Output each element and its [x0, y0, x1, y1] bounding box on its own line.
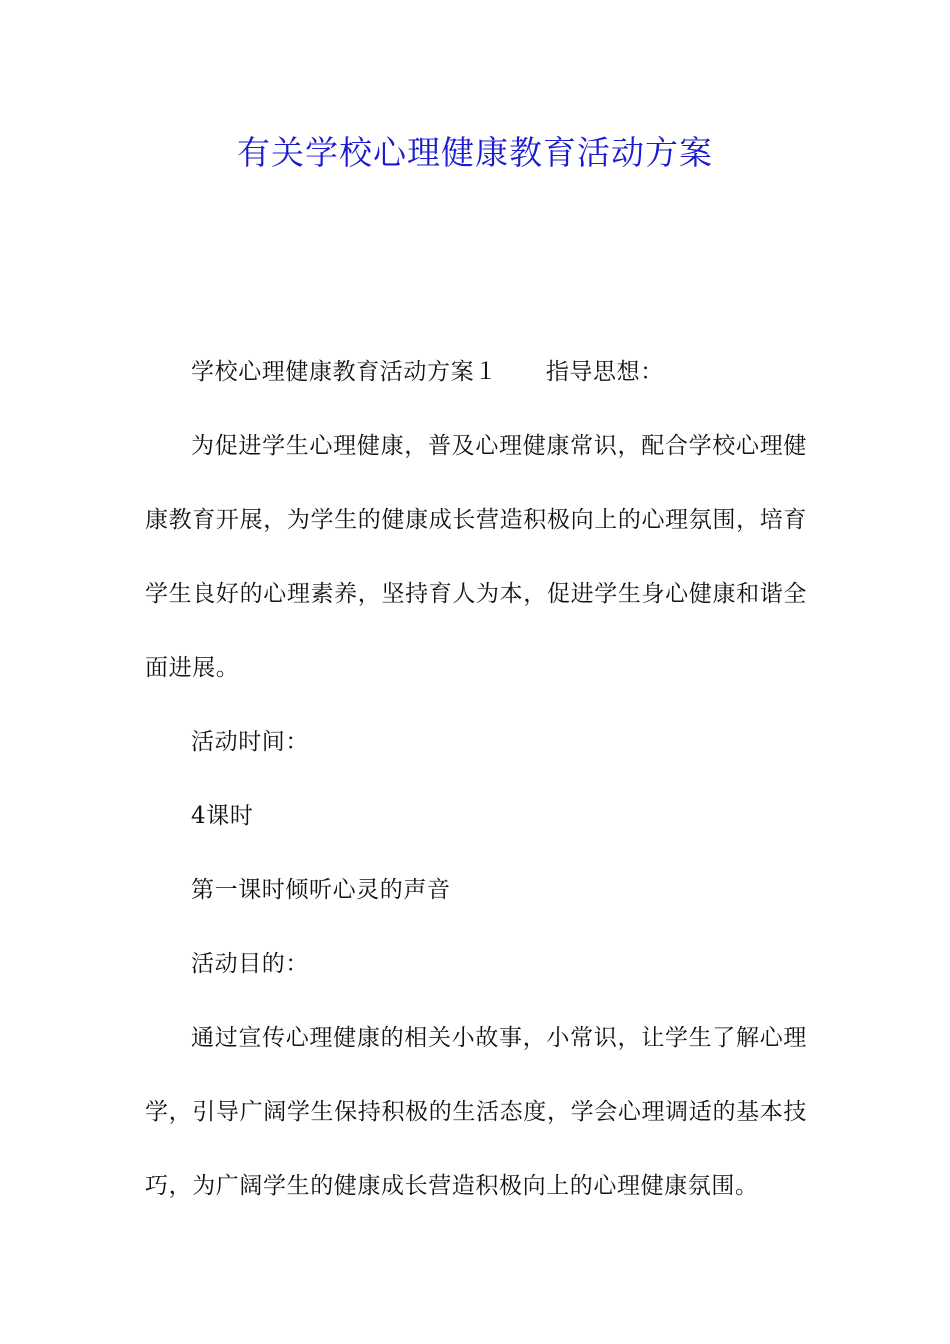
paragraph: 4课时	[191, 803, 254, 829]
paragraph: 第一课时倾听心灵的声音	[191, 877, 451, 903]
paragraph: 活动目的：	[191, 951, 309, 977]
section-heading-line	[145, 335, 807, 409]
document-title: 有关学校心理健康教育活动方案	[237, 133, 713, 172]
document-body	[145, 335, 807, 1223]
paragraph: 活动时间：	[191, 729, 309, 755]
paragraph: 通过宣传心理健康的相关小故事，小常识，让学生了解心理学，引导广阔学生保持积极的生活态度，学会心理调适的基本技巧，为广阔学生的健康成长营造积极向上的心理健康氛围。	[145, 1025, 807, 1199]
subsection-heading: 指导思想：	[545, 359, 664, 385]
section-heading: 学校心理健康教育活动方案１	[191, 359, 498, 385]
paragraph: 为促进学生心理健康，普及心理健康常识，配合学校心理健康教育开展，为学生的健康成长营造积极向上的心理氛围，培育学生良好的心理素养，坚持育人为本，促进学生身心健康和谐全面进展。	[145, 433, 807, 681]
